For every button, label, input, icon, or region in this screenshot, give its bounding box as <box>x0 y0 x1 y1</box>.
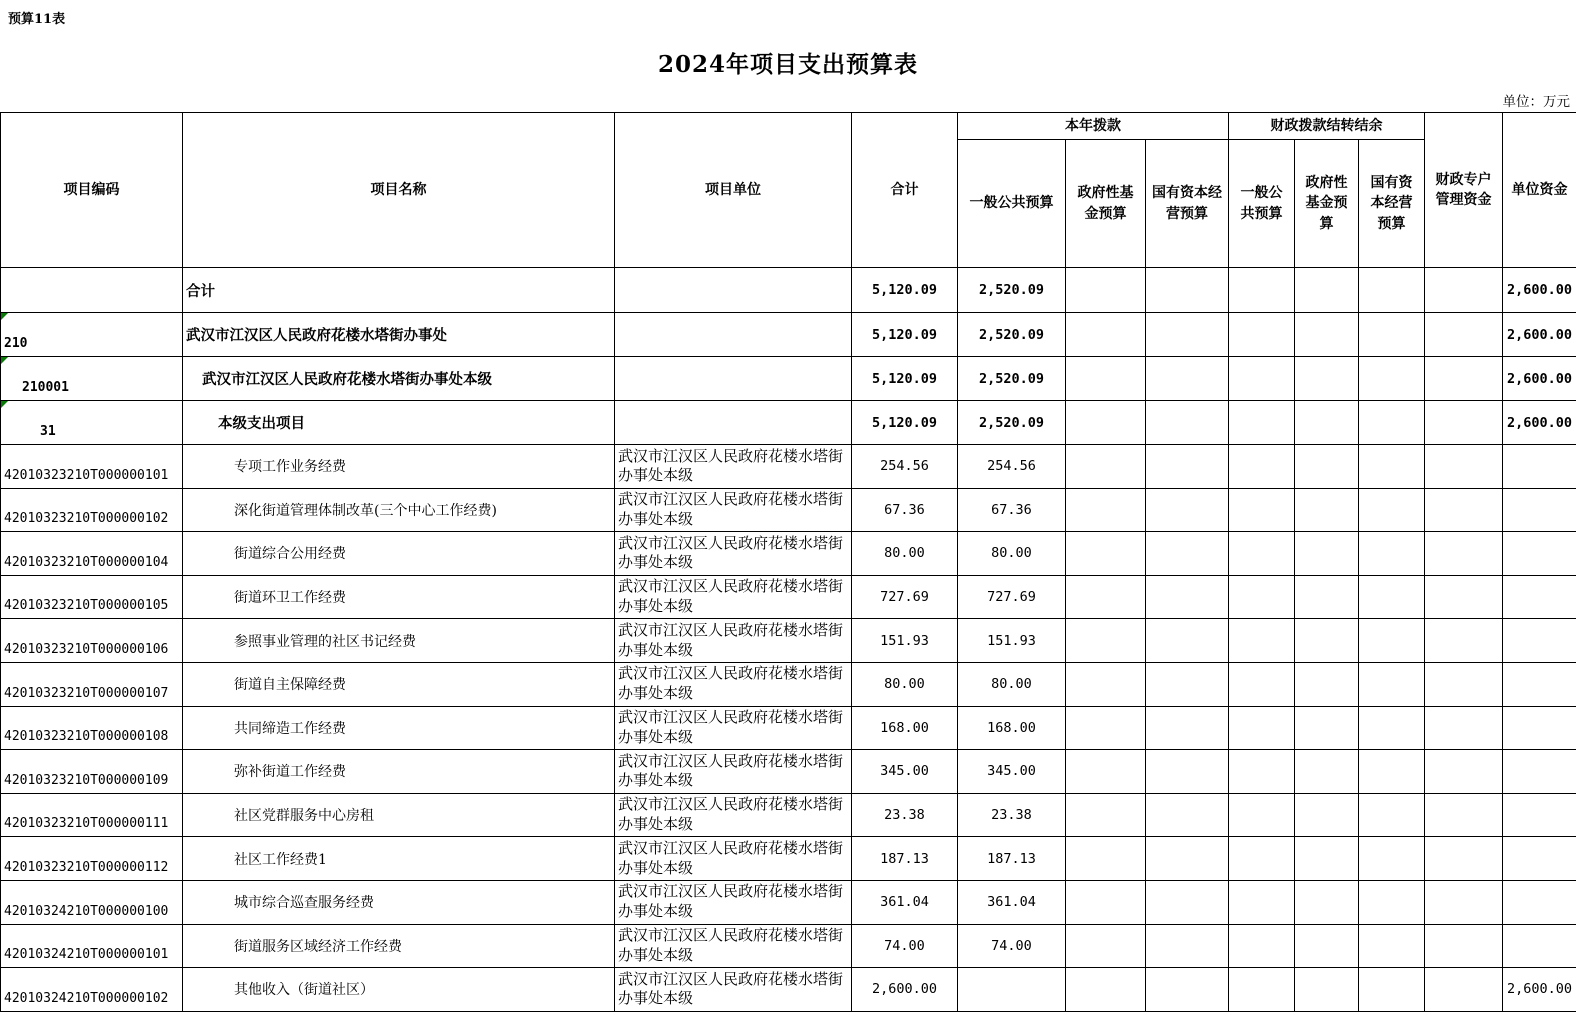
table-row <box>1 968 1576 1012</box>
cell-cy-cap <box>1146 401 1229 445</box>
cell-co-cap <box>1359 619 1425 663</box>
cell-co-fund <box>1295 357 1359 401</box>
cell-co-general <box>1229 268 1295 313</box>
cell-cy-fund <box>1066 662 1146 706</box>
project-code-text: 42010323210T000000104 <box>4 554 169 570</box>
cell-cy-general: 151.93 <box>958 619 1066 663</box>
cell-total: 361.04 <box>852 880 958 924</box>
cell-cy-cap <box>1146 662 1229 706</box>
cell-cy-general: 80.00 <box>958 662 1066 706</box>
table-row <box>1 488 1576 532</box>
cell-unit-funds: 2,600.00 <box>1503 268 1576 313</box>
cell-co-general <box>1229 488 1295 532</box>
cell-co-general <box>1229 619 1295 663</box>
cell-cy-cap <box>1146 357 1229 401</box>
cell-co-general <box>1229 968 1295 1012</box>
cell-fiscal <box>1425 662 1503 706</box>
cell-unit: 武汉市江汉区人民政府花楼水塔街办事处本级 <box>615 880 852 924</box>
cell-co-fund <box>1295 924 1359 968</box>
table-row <box>1 357 1576 401</box>
cell-cy-general: 727.69 <box>958 575 1066 619</box>
cell-unit-funds <box>1503 575 1576 619</box>
cell-unit-funds: 2,600.00 <box>1503 313 1576 357</box>
cell-co-general <box>1229 837 1295 881</box>
cell-cy-general: 2,520.09 <box>958 268 1066 313</box>
cell-cy-general: 67.36 <box>958 488 1066 532</box>
cell-fiscal <box>1425 837 1503 881</box>
cell-code <box>1 401 183 445</box>
header-row-groups <box>1 113 1576 140</box>
cell-total: 151.93 <box>852 619 958 663</box>
cell-total: 2,600.00 <box>852 968 958 1012</box>
cell-total: 187.13 <box>852 837 958 881</box>
cell-co-fund <box>1295 313 1359 357</box>
cell-co-fund <box>1295 268 1359 313</box>
cell-co-fund <box>1295 750 1359 794</box>
cell-co-fund <box>1295 880 1359 924</box>
cell-code <box>1 445 183 489</box>
project-code-text: 42010323210T000000109 <box>4 772 169 788</box>
project-code-text: 42010323210T000000106 <box>4 641 169 657</box>
cell-total: 168.00 <box>852 706 958 750</box>
cell-cy-cap <box>1146 924 1229 968</box>
budget-table <box>0 112 1576 1012</box>
cell-co-cap <box>1359 706 1425 750</box>
table-row <box>1 750 1576 794</box>
cell-co-cap <box>1359 880 1425 924</box>
cell-co-general <box>1229 357 1295 401</box>
cell-co-fund <box>1295 488 1359 532</box>
cell-name: 其他收入（街道社区） <box>183 968 615 1012</box>
cell-cy-cap <box>1146 488 1229 532</box>
cell-name: 参照事业管理的社区书记经费 <box>183 619 615 663</box>
cell-cy-fund <box>1066 750 1146 794</box>
cell-unit <box>615 268 852 313</box>
cell-fiscal <box>1425 880 1503 924</box>
cell-fiscal <box>1425 575 1503 619</box>
cell-name: 城市综合巡查服务经费 <box>183 880 615 924</box>
cell-co-fund <box>1295 401 1359 445</box>
header-cy-state-capital-budget: 国有资本经营预算 <box>1146 140 1229 268</box>
cell-co-fund <box>1295 837 1359 881</box>
cell-cy-fund <box>1066 488 1146 532</box>
table-row <box>1 268 1576 313</box>
cell-unit: 武汉市江汉区人民政府花楼水塔街办事处本级 <box>615 793 852 837</box>
table-row <box>1 706 1576 750</box>
cell-name: 共同缔造工作经费 <box>183 706 615 750</box>
cell-co-general <box>1229 662 1295 706</box>
cell-unit-funds <box>1503 880 1576 924</box>
cell-co-cap <box>1359 968 1425 1012</box>
project-code-text: 42010323210T000000108 <box>4 729 169 745</box>
cell-code <box>1 268 183 313</box>
cell-co-fund <box>1295 968 1359 1012</box>
cell-unit-funds: 2,600.00 <box>1503 357 1576 401</box>
header-current-year-group: 本年拨款 <box>958 113 1229 140</box>
cell-cy-general: 80.00 <box>958 532 1066 576</box>
cell-total: 5,120.09 <box>852 401 958 445</box>
cell-fiscal <box>1425 357 1503 401</box>
cell-name: 弥补街道工作经费 <box>183 750 615 794</box>
cell-cy-fund <box>1066 532 1146 576</box>
cell-cy-cap <box>1146 968 1229 1012</box>
cell-name: 街道环卫工作经费 <box>183 575 615 619</box>
cell-unit-funds <box>1503 706 1576 750</box>
cell-unit-funds <box>1503 488 1576 532</box>
cell-unit: 武汉市江汉区人民政府花楼水塔街办事处本级 <box>615 532 852 576</box>
cell-cy-general: 2,520.09 <box>958 357 1066 401</box>
cell-co-fund <box>1295 662 1359 706</box>
cell-fiscal <box>1425 619 1503 663</box>
cell-co-cap <box>1359 837 1425 881</box>
cell-cy-fund <box>1066 313 1146 357</box>
header-cy-general-budget: 一般公共预算 <box>958 140 1066 268</box>
cell-total: 727.69 <box>852 575 958 619</box>
cell-cy-cap <box>1146 313 1229 357</box>
cell-co-cap <box>1359 488 1425 532</box>
cell-cy-cap <box>1146 532 1229 576</box>
cell-name: 街道综合公用经费 <box>183 532 615 576</box>
cell-co-general <box>1229 880 1295 924</box>
cell-unit-funds: 2,600.00 <box>1503 968 1576 1012</box>
header-total: 合计 <box>852 113 958 268</box>
cell-unit-funds <box>1503 924 1576 968</box>
cell-cy-general: 361.04 <box>958 880 1066 924</box>
header-unit-funds: 单位资金 <box>1503 113 1576 268</box>
project-code-text: 42010324210T000000102 <box>4 990 169 1006</box>
cell-name: 合计 <box>183 268 615 313</box>
project-code-text: 42010323210T000000105 <box>4 598 169 614</box>
header-co-general-budget: 一般公共预算 <box>1229 140 1295 268</box>
cell-unit: 武汉市江汉区人民政府花楼水塔街办事处本级 <box>615 445 852 489</box>
cell-cy-cap <box>1146 750 1229 794</box>
cell-name: 街道服务区域经济工作经费 <box>183 924 615 968</box>
cell-cy-general: 2,520.09 <box>958 313 1066 357</box>
cell-cy-fund <box>1066 793 1146 837</box>
cell-cy-general: 74.00 <box>958 924 1066 968</box>
cell-co-general <box>1229 445 1295 489</box>
cell-co-cap <box>1359 313 1425 357</box>
cell-cy-cap <box>1146 619 1229 663</box>
cell-code <box>1 357 183 401</box>
cell-co-general <box>1229 750 1295 794</box>
header-cy-gov-fund-budget: 政府性基金预算 <box>1066 140 1146 268</box>
cell-name: 社区党群服务中心房租 <box>183 793 615 837</box>
project-code-text: 42010323210T000000111 <box>4 816 169 832</box>
cell-code <box>1 793 183 837</box>
project-code-text: 210001 <box>22 380 69 395</box>
cell-unit-funds <box>1503 837 1576 881</box>
cell-co-fund <box>1295 793 1359 837</box>
cell-cy-fund <box>1066 445 1146 489</box>
cell-co-general <box>1229 575 1295 619</box>
cell-cy-fund <box>1066 837 1146 881</box>
project-code-text: 42010324210T000000100 <box>4 903 169 919</box>
cell-unit: 武汉市江汉区人民政府花楼水塔街办事处本级 <box>615 750 852 794</box>
table-row <box>1 619 1576 663</box>
cell-name: 深化街道管理体制改革(三个中心工作经费) <box>183 488 615 532</box>
cell-co-fund <box>1295 445 1359 489</box>
header-co-state-capital-budget: 国有资本经营预算 <box>1359 140 1425 268</box>
cell-fiscal <box>1425 401 1503 445</box>
cell-cy-general: 2,520.09 <box>958 401 1066 445</box>
cell-code <box>1 706 183 750</box>
cell-cy-general <box>958 968 1066 1012</box>
cell-total: 80.00 <box>852 662 958 706</box>
cell-cy-fund <box>1066 880 1146 924</box>
cell-fiscal <box>1425 968 1503 1012</box>
cell-unit-funds <box>1503 662 1576 706</box>
budget-table-body <box>1 268 1576 1012</box>
header-project-unit: 项目单位 <box>615 113 852 268</box>
cell-co-cap <box>1359 575 1425 619</box>
cell-cy-general: 254.56 <box>958 445 1066 489</box>
cell-cy-cap <box>1146 445 1229 489</box>
cell-cy-general: 23.38 <box>958 793 1066 837</box>
project-code-text: 42010324210T000000101 <box>4 947 169 963</box>
cell-co-fund <box>1295 532 1359 576</box>
project-code-text: 42010323210T000000101 <box>4 467 169 483</box>
cell-cy-fund <box>1066 357 1146 401</box>
cell-co-general <box>1229 924 1295 968</box>
table-row <box>1 924 1576 968</box>
cell-name: 本级支出项目 <box>183 401 615 445</box>
cell-cy-cap <box>1146 268 1229 313</box>
header-project-code: 项目编码 <box>1 113 183 268</box>
table-row <box>1 837 1576 881</box>
table-row <box>1 532 1576 576</box>
cell-total: 345.00 <box>852 750 958 794</box>
header-carryover-group: 财政拨款结转结余 <box>1229 113 1425 140</box>
cell-co-cap <box>1359 268 1425 313</box>
table-row <box>1 313 1576 357</box>
cell-name: 社区工作经费1 <box>183 837 615 881</box>
cell-code <box>1 488 183 532</box>
cell-code <box>1 880 183 924</box>
cell-total: 23.38 <box>852 793 958 837</box>
table-row <box>1 880 1576 924</box>
cell-code <box>1 968 183 1012</box>
cell-co-general <box>1229 401 1295 445</box>
cell-total: 5,120.09 <box>852 357 958 401</box>
project-code-text: 42010323210T000000107 <box>4 685 169 701</box>
cell-co-fund <box>1295 575 1359 619</box>
cell-cy-cap <box>1146 793 1229 837</box>
project-code-text: 210 <box>4 336 28 351</box>
cell-code <box>1 750 183 794</box>
cell-total: 80.00 <box>852 532 958 576</box>
cell-total: 5,120.09 <box>852 313 958 357</box>
cell-fiscal <box>1425 924 1503 968</box>
table-row <box>1 445 1576 489</box>
cell-unit: 武汉市江汉区人民政府花楼水塔街办事处本级 <box>615 662 852 706</box>
cell-fiscal <box>1425 532 1503 576</box>
cell-cy-fund <box>1066 619 1146 663</box>
cell-code <box>1 532 183 576</box>
cell-fiscal <box>1425 268 1503 313</box>
unit-note: 单位：万元 <box>1502 94 1570 110</box>
table-row <box>1 575 1576 619</box>
cell-cy-cap <box>1146 837 1229 881</box>
cell-cy-general: 168.00 <box>958 706 1066 750</box>
cell-cy-cap <box>1146 880 1229 924</box>
cell-fiscal <box>1425 706 1503 750</box>
excel-text-flag-icon <box>1 357 8 364</box>
cell-unit-funds <box>1503 532 1576 576</box>
header-project-name: 项目名称 <box>183 113 615 268</box>
cell-unit-funds: 2,600.00 <box>1503 401 1576 445</box>
cell-cy-cap <box>1146 706 1229 750</box>
cell-co-cap <box>1359 401 1425 445</box>
cell-unit: 武汉市江汉区人民政府花楼水塔街办事处本级 <box>615 968 852 1012</box>
cell-code <box>1 924 183 968</box>
cell-name: 武汉市江汉区人民政府花楼水塔街办事处本级 <box>183 357 615 401</box>
cell-unit: 武汉市江汉区人民政府花楼水塔街办事处本级 <box>615 924 852 968</box>
cell-total: 67.36 <box>852 488 958 532</box>
cell-fiscal <box>1425 445 1503 489</box>
cell-co-fund <box>1295 619 1359 663</box>
cell-unit <box>615 313 852 357</box>
cell-unit: 武汉市江汉区人民政府花楼水塔街办事处本级 <box>615 837 852 881</box>
cell-co-cap <box>1359 750 1425 794</box>
cell-cy-fund <box>1066 968 1146 1012</box>
project-code-text: 31 <box>40 424 56 439</box>
excel-text-flag-icon <box>1 313 8 320</box>
page-title: 2024年项目支出预算表 <box>657 51 918 78</box>
sheet-label: 预算11表 <box>8 12 66 27</box>
cell-total: 74.00 <box>852 924 958 968</box>
cell-code <box>1 662 183 706</box>
cell-fiscal <box>1425 750 1503 794</box>
header-co-gov-fund-budget: 政府性基金预算 <box>1295 140 1359 268</box>
cell-code <box>1 837 183 881</box>
cell-unit-funds <box>1503 750 1576 794</box>
cell-co-fund <box>1295 706 1359 750</box>
cell-cy-fund <box>1066 706 1146 750</box>
cell-cy-fund <box>1066 401 1146 445</box>
table-row <box>1 662 1576 706</box>
cell-unit: 武汉市江汉区人民政府花楼水塔街办事处本级 <box>615 488 852 532</box>
cell-name: 专项工作业务经费 <box>183 445 615 489</box>
cell-fiscal <box>1425 488 1503 532</box>
cell-cy-fund <box>1066 924 1146 968</box>
cell-co-cap <box>1359 924 1425 968</box>
cell-unit <box>615 357 852 401</box>
budget-table-header <box>1 113 1576 268</box>
cell-co-cap <box>1359 532 1425 576</box>
cell-cy-fund <box>1066 268 1146 313</box>
table-row <box>1 793 1576 837</box>
cell-total: 254.56 <box>852 445 958 489</box>
cell-unit-funds <box>1503 619 1576 663</box>
cell-co-cap <box>1359 357 1425 401</box>
cell-cy-general: 187.13 <box>958 837 1066 881</box>
cell-unit-funds <box>1503 793 1576 837</box>
table-row <box>1 401 1576 445</box>
cell-code <box>1 619 183 663</box>
cell-unit <box>615 401 852 445</box>
cell-code <box>1 575 183 619</box>
cell-co-general <box>1229 793 1295 837</box>
excel-text-flag-icon <box>1 401 8 408</box>
cell-co-general <box>1229 313 1295 357</box>
cell-unit: 武汉市江汉区人民政府花楼水塔街办事处本级 <box>615 575 852 619</box>
header-fiscal-special-account: 财政专户管理资金 <box>1425 113 1503 268</box>
cell-unit: 武汉市江汉区人民政府花楼水塔街办事处本级 <box>615 706 852 750</box>
cell-cy-general: 345.00 <box>958 750 1066 794</box>
cell-unit-funds <box>1503 445 1576 489</box>
cell-co-general <box>1229 532 1295 576</box>
project-code-text: 42010323210T000000102 <box>4 511 169 527</box>
cell-co-cap <box>1359 793 1425 837</box>
cell-name: 武汉市江汉区人民政府花楼水塔街办事处 <box>183 313 615 357</box>
cell-co-cap <box>1359 662 1425 706</box>
cell-cy-cap <box>1146 575 1229 619</box>
project-code-text: 42010323210T000000112 <box>4 859 169 875</box>
cell-co-cap <box>1359 445 1425 489</box>
cell-name: 街道自主保障经费 <box>183 662 615 706</box>
cell-fiscal <box>1425 313 1503 357</box>
cell-co-general <box>1229 706 1295 750</box>
cell-unit: 武汉市江汉区人民政府花楼水塔街办事处本级 <box>615 619 852 663</box>
cell-code <box>1 313 183 357</box>
cell-fiscal <box>1425 793 1503 837</box>
cell-cy-fund <box>1066 575 1146 619</box>
cell-total: 5,120.09 <box>852 268 958 313</box>
